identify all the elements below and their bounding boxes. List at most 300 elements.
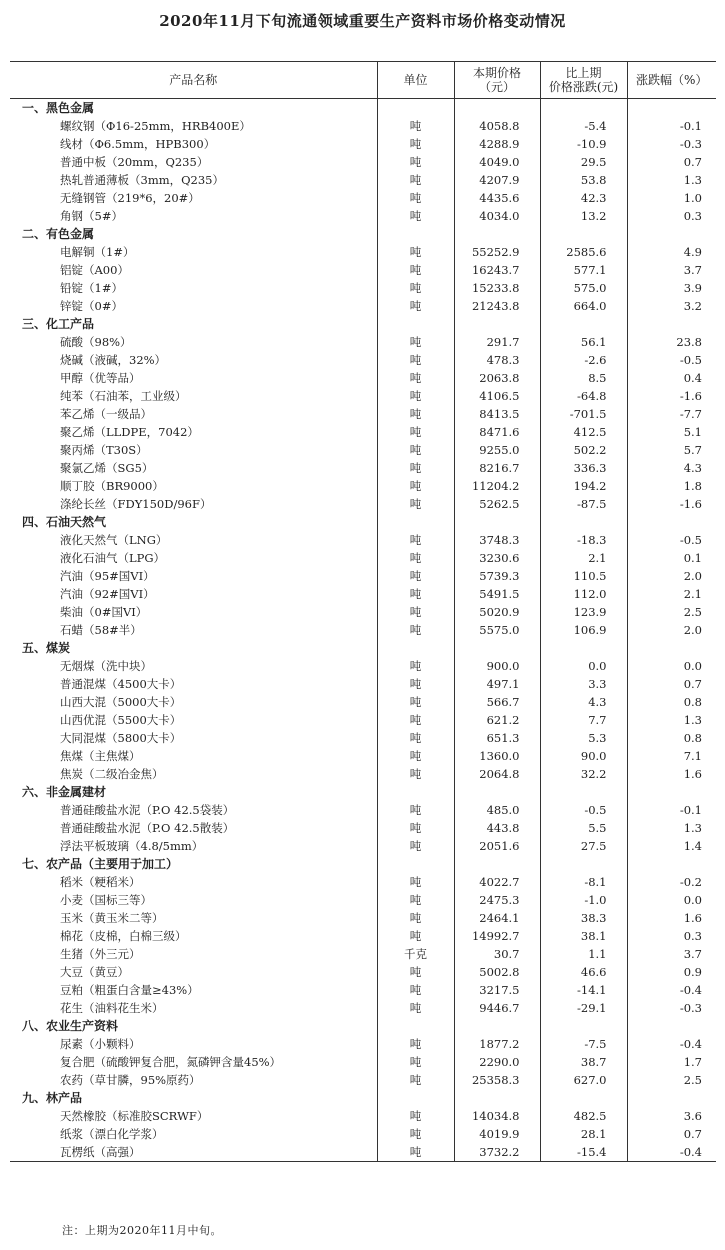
current-price-cell: 4106.5 — [454, 387, 540, 405]
change-percent-cell: 0.8 — [683, 731, 702, 745]
current-price-cell: 2290.0 — [454, 1053, 540, 1071]
table-row — [10, 981, 716, 999]
category-row — [10, 783, 716, 801]
unit-cell: 吨 — [377, 585, 454, 603]
empty-cell — [454, 99, 540, 118]
table-row — [10, 819, 716, 837]
change-percent-cell: 1.4 — [683, 839, 702, 853]
category-row — [10, 315, 716, 333]
current-price-cell: 55252.9 — [454, 243, 540, 261]
price-change-cell: 53.8 — [540, 171, 627, 189]
empty-cell — [540, 639, 627, 657]
current-price-cell: 2051.6 — [454, 837, 540, 855]
product-name-cell: 小麦（国标三等） — [10, 891, 377, 909]
table-row — [10, 387, 716, 405]
product-name-cell: 铅锭（1#） — [10, 279, 377, 297]
price-change-cell: 46.6 — [540, 963, 627, 981]
table-row — [10, 459, 716, 477]
price-change-cell: 13.2 — [540, 207, 627, 225]
current-price-cell: 5002.8 — [454, 963, 540, 981]
header-current-price-line2: （元） — [478, 80, 515, 94]
change-percent-cell: 0.7 — [683, 1127, 702, 1141]
category-label: 四、石油天然气 — [10, 513, 377, 531]
product-name-cell: 硫酸（98%） — [10, 333, 377, 351]
table-row — [10, 837, 716, 855]
unit-cell: 吨 — [377, 153, 454, 171]
change-percent-cell: 1.6 — [683, 911, 702, 925]
price-change-cell: -8.1 — [540, 873, 627, 891]
table-row — [10, 207, 716, 225]
change-percent-cell: -7.7 — [679, 407, 702, 421]
change-percent-cell: 5.1 — [683, 425, 702, 439]
category-row — [10, 1089, 716, 1107]
empty-cell — [377, 639, 454, 657]
unit-cell: 吨 — [377, 747, 454, 765]
current-price-cell: 14034.8 — [454, 1107, 540, 1125]
product-name-cell: 山西大混（5000大卡） — [10, 693, 377, 711]
table-row — [10, 963, 716, 981]
change-percent-cell: -0.4 — [679, 1145, 702, 1159]
unit-cell: 千克 — [377, 945, 454, 963]
product-name-cell: 焦煤（主焦煤） — [10, 747, 377, 765]
product-name-cell: 大同混煤（5800大卡） — [10, 729, 377, 747]
unit-cell: 吨 — [377, 333, 454, 351]
table-row — [10, 441, 716, 459]
current-price-cell: 478.3 — [454, 351, 540, 369]
change-percent-cell: -0.1 — [679, 803, 702, 817]
price-change-cell: 28.1 — [540, 1125, 627, 1143]
price-change-cell: 112.0 — [540, 585, 627, 603]
unit-cell: 吨 — [377, 387, 454, 405]
price-change-cell: 664.0 — [540, 297, 627, 315]
empty-cell — [377, 513, 454, 531]
product-name-cell: 无缝钢管（219*6，20#） — [10, 189, 377, 207]
empty-cell — [540, 783, 627, 801]
price-change-cell: -18.3 — [540, 531, 627, 549]
change-percent-cell: 0.7 — [683, 155, 702, 169]
unit-cell: 吨 — [377, 693, 454, 711]
category-label: 三、化工产品 — [10, 315, 377, 333]
category-label: 七、农产品（主要用于加工） — [10, 855, 377, 873]
change-percent-cell: -0.4 — [679, 983, 702, 997]
header-current-price — [454, 62, 540, 99]
change-percent-cell: 0.8 — [683, 695, 702, 709]
change-percent-cell: 0.7 — [683, 677, 702, 691]
change-percent-cell: -0.5 — [679, 533, 702, 547]
change-percent-cell: -0.2 — [679, 875, 702, 889]
price-change-cell: -7.5 — [540, 1035, 627, 1053]
product-name-cell: 普通中板（20mm，Q235） — [10, 153, 377, 171]
empty-cell — [377, 1089, 454, 1107]
table-row — [10, 1035, 716, 1053]
price-change-cell: 575.0 — [540, 279, 627, 297]
category-label: 九、林产品 — [10, 1089, 377, 1107]
product-name-cell: 天然橡胶（标准胶SCRWF） — [10, 1107, 377, 1125]
product-name-cell: 普通混煤（4500大卡） — [10, 675, 377, 693]
product-name-cell: 液化石油气（LPG） — [10, 549, 377, 567]
empty-cell — [627, 855, 716, 873]
current-price-cell: 5020.9 — [454, 603, 540, 621]
empty-cell — [377, 99, 454, 118]
unit-cell: 吨 — [377, 999, 454, 1017]
price-change-cell: -15.4 — [540, 1143, 627, 1162]
empty-cell — [627, 513, 716, 531]
product-name-cell: 豆粕（粗蛋白含量≥43%） — [10, 981, 377, 999]
empty-cell — [454, 1089, 540, 1107]
current-price-cell: 9255.0 — [454, 441, 540, 459]
table-row — [10, 333, 716, 351]
current-price-cell: 8413.5 — [454, 405, 540, 423]
header-price-change-line1: 比上期 — [565, 66, 602, 80]
category-row — [10, 513, 716, 531]
change-percent-cell: 5.7 — [683, 443, 702, 457]
empty-cell — [627, 99, 716, 118]
current-price-cell: 30.7 — [454, 945, 540, 963]
table-row — [10, 927, 716, 945]
product-name-cell: 纯苯（石油苯，工业级） — [10, 387, 377, 405]
category-row — [10, 225, 716, 243]
product-name-cell: 玉米（黄玉米二等） — [10, 909, 377, 927]
change-percent-cell: 4.9 — [683, 245, 702, 259]
header-price-change — [540, 62, 627, 99]
current-price-cell: 8216.7 — [454, 459, 540, 477]
table-row — [10, 423, 716, 441]
price-change-cell: -2.6 — [540, 351, 627, 369]
change-percent-cell: 0.4 — [683, 371, 702, 385]
unit-cell: 吨 — [377, 297, 454, 315]
current-price-cell: 291.7 — [454, 333, 540, 351]
category-label: 一、黑色金属 — [10, 99, 377, 118]
category-row — [10, 1017, 716, 1035]
table-row — [10, 657, 716, 675]
empty-cell — [540, 855, 627, 873]
table-row — [10, 1053, 716, 1071]
unit-cell: 吨 — [377, 531, 454, 549]
current-price-cell: 4049.0 — [454, 153, 540, 171]
change-percent-cell: 1.3 — [683, 713, 702, 727]
product-name-cell: 棉花（皮棉，白棉三级） — [10, 927, 377, 945]
current-price-cell: 3732.2 — [454, 1143, 540, 1162]
product-name-cell: 锌锭（0#） — [10, 297, 377, 315]
table-row — [10, 261, 716, 279]
empty-cell — [454, 315, 540, 333]
current-price-cell: 3230.6 — [454, 549, 540, 567]
product-name-cell: 甲醇（优等品） — [10, 369, 377, 387]
product-name-cell: 柴油（0#国VI） — [10, 603, 377, 621]
price-change-cell: 627.0 — [540, 1071, 627, 1089]
product-name-cell: 瓦楞纸（高强） — [10, 1143, 377, 1162]
current-price-cell: 621.2 — [454, 711, 540, 729]
current-price-cell: 4022.7 — [454, 873, 540, 891]
table-row — [10, 891, 716, 909]
unit-cell: 吨 — [377, 1035, 454, 1053]
category-row — [10, 99, 716, 118]
table-row — [10, 117, 716, 135]
unit-cell: 吨 — [377, 189, 454, 207]
unit-cell: 吨 — [377, 261, 454, 279]
unit-cell: 吨 — [377, 981, 454, 999]
change-percent-cell: 0.0 — [683, 893, 702, 907]
current-price-cell: 8471.6 — [454, 423, 540, 441]
change-percent-cell: 3.7 — [683, 947, 702, 961]
table-row — [10, 747, 716, 765]
change-percent-cell: 0.3 — [683, 929, 702, 943]
price-change-cell: -14.1 — [540, 981, 627, 999]
empty-cell — [627, 315, 716, 333]
table-row — [10, 585, 716, 603]
table-row — [10, 693, 716, 711]
unit-cell: 吨 — [377, 675, 454, 693]
price-change-cell: 38.1 — [540, 927, 627, 945]
change-percent-cell: -1.6 — [679, 497, 702, 511]
unit-cell: 吨 — [377, 279, 454, 297]
product-name-cell: 涤纶长丝（FDY150D/96F） — [10, 495, 377, 513]
price-change-cell: 90.0 — [540, 747, 627, 765]
unit-cell: 吨 — [377, 927, 454, 945]
price-change-cell: 8.5 — [540, 369, 627, 387]
table-row — [10, 549, 716, 567]
unit-cell: 吨 — [377, 1071, 454, 1089]
product-name-cell: 顺丁胶（BR9000） — [10, 477, 377, 495]
table-row — [10, 1071, 716, 1089]
price-change-cell: 0.0 — [540, 657, 627, 675]
unit-cell: 吨 — [377, 765, 454, 783]
current-price-cell: 4435.6 — [454, 189, 540, 207]
price-change-cell: 502.2 — [540, 441, 627, 459]
change-percent-cell: -0.1 — [679, 119, 702, 133]
table-row — [10, 765, 716, 783]
table-row — [10, 495, 716, 513]
product-name-cell: 生猪（外三元） — [10, 945, 377, 963]
current-price-cell: 566.7 — [454, 693, 540, 711]
table-row — [10, 297, 716, 315]
current-price-cell: 4019.9 — [454, 1125, 540, 1143]
table-row — [10, 711, 716, 729]
table-row — [10, 873, 716, 891]
change-percent-cell: 23.8 — [676, 335, 702, 349]
current-price-cell: 5739.3 — [454, 567, 540, 585]
product-name-cell: 电解铜（1#） — [10, 243, 377, 261]
table-row — [10, 171, 716, 189]
header-price-change-line2: 价格涨跌(元) — [548, 80, 619, 94]
price-change-cell: 106.9 — [540, 621, 627, 639]
unit-cell: 吨 — [377, 351, 454, 369]
category-label: 五、煤炭 — [10, 639, 377, 657]
price-change-cell: 38.7 — [540, 1053, 627, 1071]
price-change-cell: 123.9 — [540, 603, 627, 621]
price-change-cell: 42.3 — [540, 189, 627, 207]
empty-cell — [454, 513, 540, 531]
category-row — [10, 639, 716, 657]
unit-cell: 吨 — [377, 477, 454, 495]
price-change-cell: 38.3 — [540, 909, 627, 927]
product-name-cell: 聚氯乙烯（SG5） — [10, 459, 377, 477]
price-change-cell: -10.9 — [540, 135, 627, 153]
table-row — [10, 153, 716, 171]
product-name-cell: 石蜡（58#半） — [10, 621, 377, 639]
change-percent-cell: -1.6 — [679, 389, 702, 403]
current-price-cell: 651.3 — [454, 729, 540, 747]
change-percent-cell: 2.1 — [683, 587, 702, 601]
change-percent-cell: 2.0 — [683, 623, 702, 637]
table-row — [10, 675, 716, 693]
current-price-cell: 11204.2 — [454, 477, 540, 495]
price-change-cell: 27.5 — [540, 837, 627, 855]
change-percent-cell: 1.7 — [683, 1055, 702, 1069]
table-row — [10, 621, 716, 639]
current-price-cell: 25358.3 — [454, 1071, 540, 1089]
current-price-cell: 2464.1 — [454, 909, 540, 927]
change-percent-cell: 3.6 — [683, 1109, 702, 1123]
current-price-cell: 3748.3 — [454, 531, 540, 549]
empty-cell — [454, 783, 540, 801]
unit-cell: 吨 — [377, 1053, 454, 1071]
header-unit: 单位 — [377, 62, 454, 99]
table-row — [10, 999, 716, 1017]
table-row — [10, 945, 716, 963]
change-percent-cell: -0.3 — [679, 1001, 702, 1015]
change-percent-cell: 3.7 — [683, 263, 702, 277]
unit-cell: 吨 — [377, 495, 454, 513]
category-label: 八、农业生产资料 — [10, 1017, 377, 1035]
current-price-cell: 2475.3 — [454, 891, 540, 909]
change-percent-cell: 0.0 — [683, 659, 702, 673]
unit-cell: 吨 — [377, 909, 454, 927]
change-percent-cell: 0.9 — [683, 965, 702, 979]
unit-cell: 吨 — [377, 243, 454, 261]
change-percent-cell: 2.0 — [683, 569, 702, 583]
product-name-cell: 稻米（粳稻米） — [10, 873, 377, 891]
product-name-cell: 热轧普通薄板（3mm，Q235） — [10, 171, 377, 189]
price-change-cell: 3.3 — [540, 675, 627, 693]
empty-cell — [540, 315, 627, 333]
current-price-cell: 3217.5 — [454, 981, 540, 999]
table-row — [10, 801, 716, 819]
change-percent-cell: 1.6 — [683, 767, 702, 781]
unit-cell: 吨 — [377, 441, 454, 459]
price-change-cell: -1.0 — [540, 891, 627, 909]
change-percent-cell: 1.8 — [683, 479, 702, 493]
empty-cell — [454, 639, 540, 657]
unit-cell: 吨 — [377, 1107, 454, 1125]
price-change-cell: -87.5 — [540, 495, 627, 513]
price-change-cell: 5.3 — [540, 729, 627, 747]
change-percent-cell: 2.5 — [683, 605, 702, 619]
page-title: 2020年11月下旬流通领域重要生产资料市场价格变动情况 — [159, 12, 566, 30]
product-name-cell: 螺纹钢（Φ16-25mm，HRB400E） — [10, 117, 377, 135]
category-label: 二、有色金属 — [10, 225, 377, 243]
empty-cell — [627, 639, 716, 657]
table-row — [10, 567, 716, 585]
empty-cell — [454, 855, 540, 873]
unit-cell: 吨 — [377, 1143, 454, 1162]
unit-cell: 吨 — [377, 729, 454, 747]
change-percent-cell: 1.3 — [683, 173, 702, 187]
table-row — [10, 135, 716, 153]
unit-cell: 吨 — [377, 567, 454, 585]
product-name-cell: 汽油（92#国VI） — [10, 585, 377, 603]
product-name-cell: 大豆（黄豆） — [10, 963, 377, 981]
current-price-cell: 4058.8 — [454, 117, 540, 135]
change-percent-cell: 4.3 — [683, 461, 702, 475]
empty-cell — [627, 783, 716, 801]
price-change-cell: 194.2 — [540, 477, 627, 495]
table-row — [10, 369, 716, 387]
unit-cell: 吨 — [377, 873, 454, 891]
category-row — [10, 855, 716, 873]
change-percent-cell: 3.2 — [683, 299, 702, 313]
current-price-cell: 5262.5 — [454, 495, 540, 513]
empty-cell — [377, 1017, 454, 1035]
product-name-cell: 无烟煤（洗中块） — [10, 657, 377, 675]
unit-cell: 吨 — [377, 837, 454, 855]
table-row — [10, 279, 716, 297]
unit-cell: 吨 — [377, 1125, 454, 1143]
table-row — [10, 1125, 716, 1143]
current-price-cell: 9446.7 — [454, 999, 540, 1017]
unit-cell: 吨 — [377, 891, 454, 909]
empty-cell — [540, 1089, 627, 1107]
product-name-cell: 烧碱（液碱，32%） — [10, 351, 377, 369]
change-percent-cell: 3.9 — [683, 281, 702, 295]
table-row — [10, 1107, 716, 1125]
unit-cell: 吨 — [377, 711, 454, 729]
change-percent-cell: 1.0 — [683, 191, 702, 205]
product-name-cell: 花生（油料花生米） — [10, 999, 377, 1017]
table-row — [10, 189, 716, 207]
current-price-cell: 4034.0 — [454, 207, 540, 225]
price-change-cell: 29.5 — [540, 153, 627, 171]
current-price-cell: 2064.8 — [454, 765, 540, 783]
price-change-cell: 482.5 — [540, 1107, 627, 1125]
price-change-cell: 56.1 — [540, 333, 627, 351]
change-percent-cell: 7.1 — [683, 749, 702, 763]
price-table — [10, 61, 716, 1162]
table-row — [10, 531, 716, 549]
unit-cell: 吨 — [377, 171, 454, 189]
current-price-cell: 15233.8 — [454, 279, 540, 297]
product-name-cell: 线材（Φ6.5mm，HPB300） — [10, 135, 377, 153]
unit-cell: 吨 — [377, 621, 454, 639]
price-change-cell: 7.7 — [540, 711, 627, 729]
change-percent-cell: -0.3 — [679, 137, 702, 151]
product-name-cell: 山西优混（5500大卡） — [10, 711, 377, 729]
change-percent-cell: 0.3 — [683, 209, 702, 223]
price-change-cell: 2.1 — [540, 549, 627, 567]
product-name-cell: 聚丙烯（T30S） — [10, 441, 377, 459]
price-change-cell: 1.1 — [540, 945, 627, 963]
unit-cell: 吨 — [377, 963, 454, 981]
unit-cell: 吨 — [377, 117, 454, 135]
product-name-cell: 苯乙烯（一级品） — [10, 405, 377, 423]
unit-cell: 吨 — [377, 135, 454, 153]
product-name-cell: 汽油（95#国VI） — [10, 567, 377, 585]
table-row — [10, 351, 716, 369]
current-price-cell: 4207.9 — [454, 171, 540, 189]
unit-cell: 吨 — [377, 819, 454, 837]
unit-cell: 吨 — [377, 603, 454, 621]
product-name-cell: 复合肥（硫酸钾复合肥，氮磷钾含量45%） — [10, 1053, 377, 1071]
price-change-cell: 577.1 — [540, 261, 627, 279]
empty-cell — [540, 225, 627, 243]
product-name-cell: 普通硅酸盐水泥（P.O 42.5散装） — [10, 819, 377, 837]
unit-cell: 吨 — [377, 369, 454, 387]
empty-cell — [627, 225, 716, 243]
header-current-price-line1: 本期价格 — [472, 66, 521, 80]
current-price-cell: 443.8 — [454, 819, 540, 837]
product-name-cell: 普通硅酸盐水泥（P.O 42.5袋装） — [10, 801, 377, 819]
table-row — [10, 603, 716, 621]
